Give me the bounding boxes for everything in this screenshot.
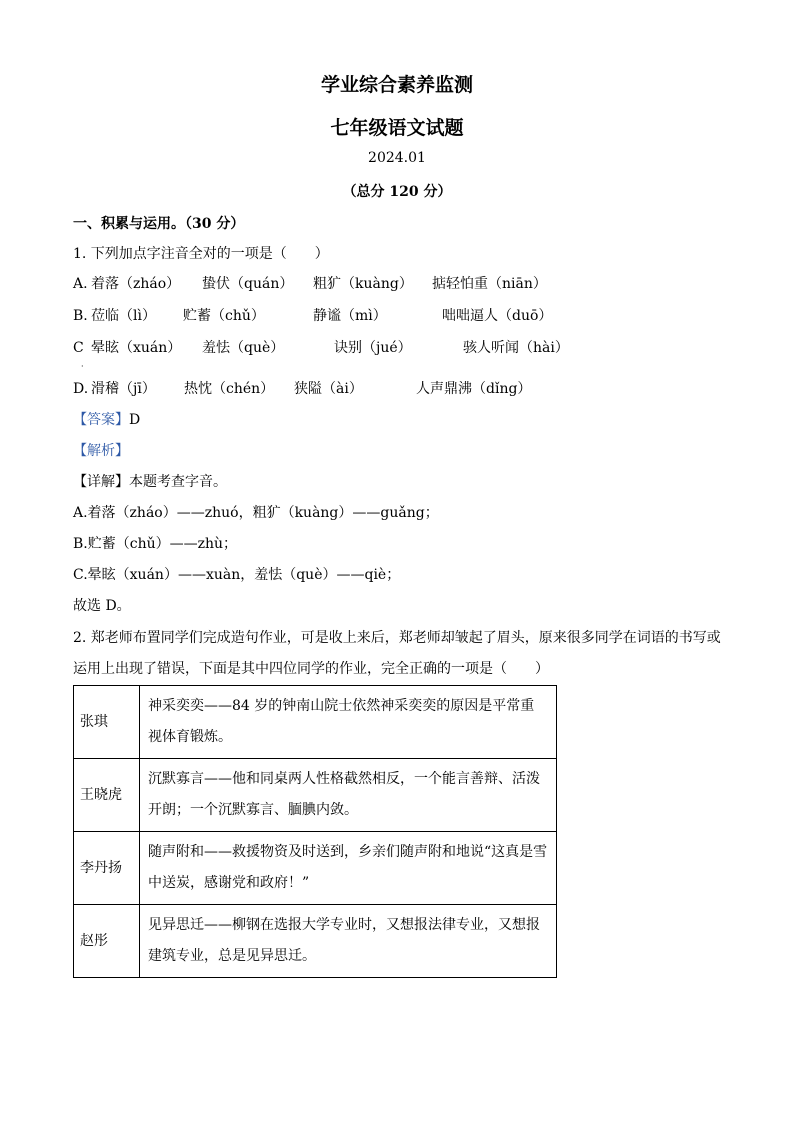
option-item: 着落（zháo）	[91, 276, 181, 292]
option-label: C	[73, 340, 84, 356]
option-item: 蛰伏（quán）	[202, 276, 294, 292]
option-item: 人声鼎沸（dǐng）	[416, 381, 532, 397]
exam-total-score: （总分 120 分）	[342, 184, 452, 200]
analysis-line	[73, 441, 129, 461]
exam-title: 学业综合素养监测	[320, 74, 473, 96]
explain-line: C.晕眩（xuán）——xuàn，羞怯（què）——qiè；	[73, 567, 401, 583]
answer-value: D	[129, 412, 141, 428]
explain-line: A.着落（zháo）——zhuó，粗犷（kuàng）——guǎng；	[73, 505, 439, 521]
option-item: 骇人听闻（hài）	[463, 340, 569, 356]
option-item: 粗犷（kuàng）	[313, 276, 413, 292]
table-row	[74, 759, 557, 832]
student-name: 李丹扬	[74, 832, 140, 905]
option-item: 诀别（jué）	[334, 340, 412, 356]
option-b	[73, 306, 723, 326]
word-usage-table	[73, 685, 557, 978]
option-item: 滑稽（jī）	[91, 381, 156, 397]
student-sentence: 见异思迁——柳钢在选报大学专业时，又想报法律专业，又想报建筑专业，总是见异思迁。	[140, 905, 557, 978]
option-item: 羞怯（què）	[202, 340, 285, 356]
exam-subtitle: 七年级语文试题	[330, 117, 464, 139]
option-item: 静谧（mì）	[313, 308, 387, 324]
option-item: 热忱（chén）	[184, 381, 275, 397]
table-row	[74, 905, 557, 978]
detail-text: 本题考查字音。	[129, 474, 227, 490]
exam-date: 2024.01	[368, 150, 426, 166]
option-item: 莅临（lì）	[91, 308, 156, 324]
answer-tag: 【答案】	[73, 412, 129, 428]
student-name: 赵彤	[74, 905, 140, 978]
student-sentence: 随声附和——救援物资及时送到，乡亲们随声附和地说“这真是雪中送炭，感谢党和政府！”	[140, 832, 557, 905]
student-name: 张琪	[74, 686, 140, 759]
question-1-stem: 1. 下列加点字注音全对的一项是（ ）	[73, 246, 329, 262]
option-label: A.	[73, 276, 88, 292]
option-d	[73, 379, 723, 399]
student-sentence: 神采奕奕——84 岁的钟南山院士依然神采奕奕的原因是平常重视体育锻炼。	[140, 686, 557, 759]
table-row	[74, 832, 557, 905]
answer-line	[73, 410, 140, 430]
option-item: 晕眩（xuán）	[91, 340, 182, 356]
explain-line: 故选 D。	[73, 598, 131, 614]
option-a	[73, 274, 723, 294]
explain-line: B.贮蓄（chǔ）——zhù；	[73, 536, 238, 552]
section-heading: 一、积累与运用。（30 分）	[73, 216, 245, 232]
option-item: 咄咄逼人（duō）	[442, 308, 553, 324]
option-label: D.	[73, 381, 89, 397]
detail-line	[73, 472, 227, 492]
option-item: 掂轻怕重（niān）	[432, 276, 547, 292]
decorative-dot: ·	[81, 362, 84, 371]
option-item: 狭隘（ài）	[294, 381, 363, 397]
student-name: 王晓虎	[74, 759, 140, 832]
detail-tag: 【详解】	[73, 474, 129, 490]
student-sentence: 沉默寡言——他和同桌两人性格截然相反，一个能言善辩、活泼开朗；一个沉默寡言、腼腆内敛。	[140, 759, 557, 832]
option-item: 贮蓄（chǔ）	[183, 308, 265, 324]
analysis-tag: 【解析】	[73, 443, 129, 459]
option-c	[73, 338, 723, 358]
option-label: B.	[73, 308, 88, 324]
table-row	[74, 686, 557, 759]
question-2-stem: 2. 郑老师布置同学们完成造句作业，可是收上来后，郑老师却皱起了眉头，原来很多同学在词语的书写或运用上出现了错误，下面是其中四位同学的作业，完全正确的一项是（ ）	[73, 630, 721, 677]
